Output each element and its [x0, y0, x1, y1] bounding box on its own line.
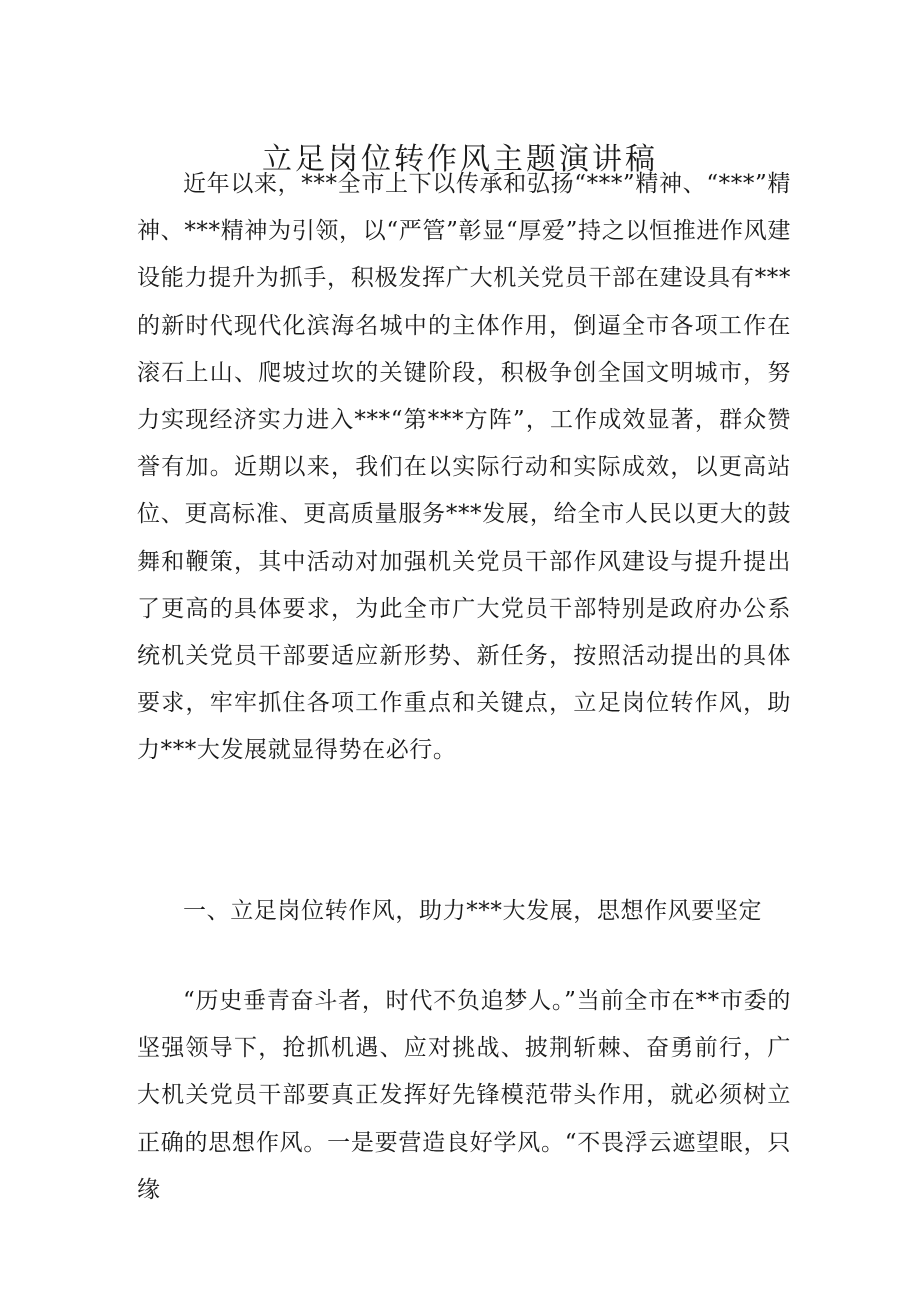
intro-paragraph: 近年以来，***全市上下以传承和弘扬“***”精神、“***”精神、***精神为引领，以“严管”彰显“厚爱”持之以恒推进作风建设能力提升为抓手，积极发挥广大机关党员干部在建设具有***的新时代现代化滨海名城中的主体作用，倒逼全市各项工作在滚石上山、爬坡过坎的关键阶段，积极争创全国文明城市，努力实现经济实力进入***“第***方阵”，工作成效显著，群众赞誉有加。近期以来，我们在以实际行动和实际成效，以更高站位、更高标准、更高质量服务***发展，给全市人民以更大的鼓舞和鞭策，其中活动对加强机关党员干部作风建设与提升提出了更高的具体要求，为此全市广大党员干部特别是政府办公系统机关党员干部要适应新形势、新任务，按照活动提出的具体要求，牢牢抓住各项工作重点和关键点，立足岗位转作风，助力***大发展就显得势在必行。 [137, 171, 791, 764]
document-title: 立足岗位转作风主题演讲稿 [262, 142, 658, 177]
section-paragraph: “历史垂青奋斗者，时代不负追梦人。”当前全市在**市委的坚强领导下，抢抓机遇、应对挑战、披荆斩棘、奋勇前行，广大机关党员干部要真正发挥好先锋模范带头作用，就必须树立正确的思想作风。一是要营造良好学风。“不畏浮云遮望眼，只缘 [137, 988, 791, 1203]
section-heading: 一、立足岗位转作风，助力***大发展，思想作风要坚定 [183, 898, 763, 924]
